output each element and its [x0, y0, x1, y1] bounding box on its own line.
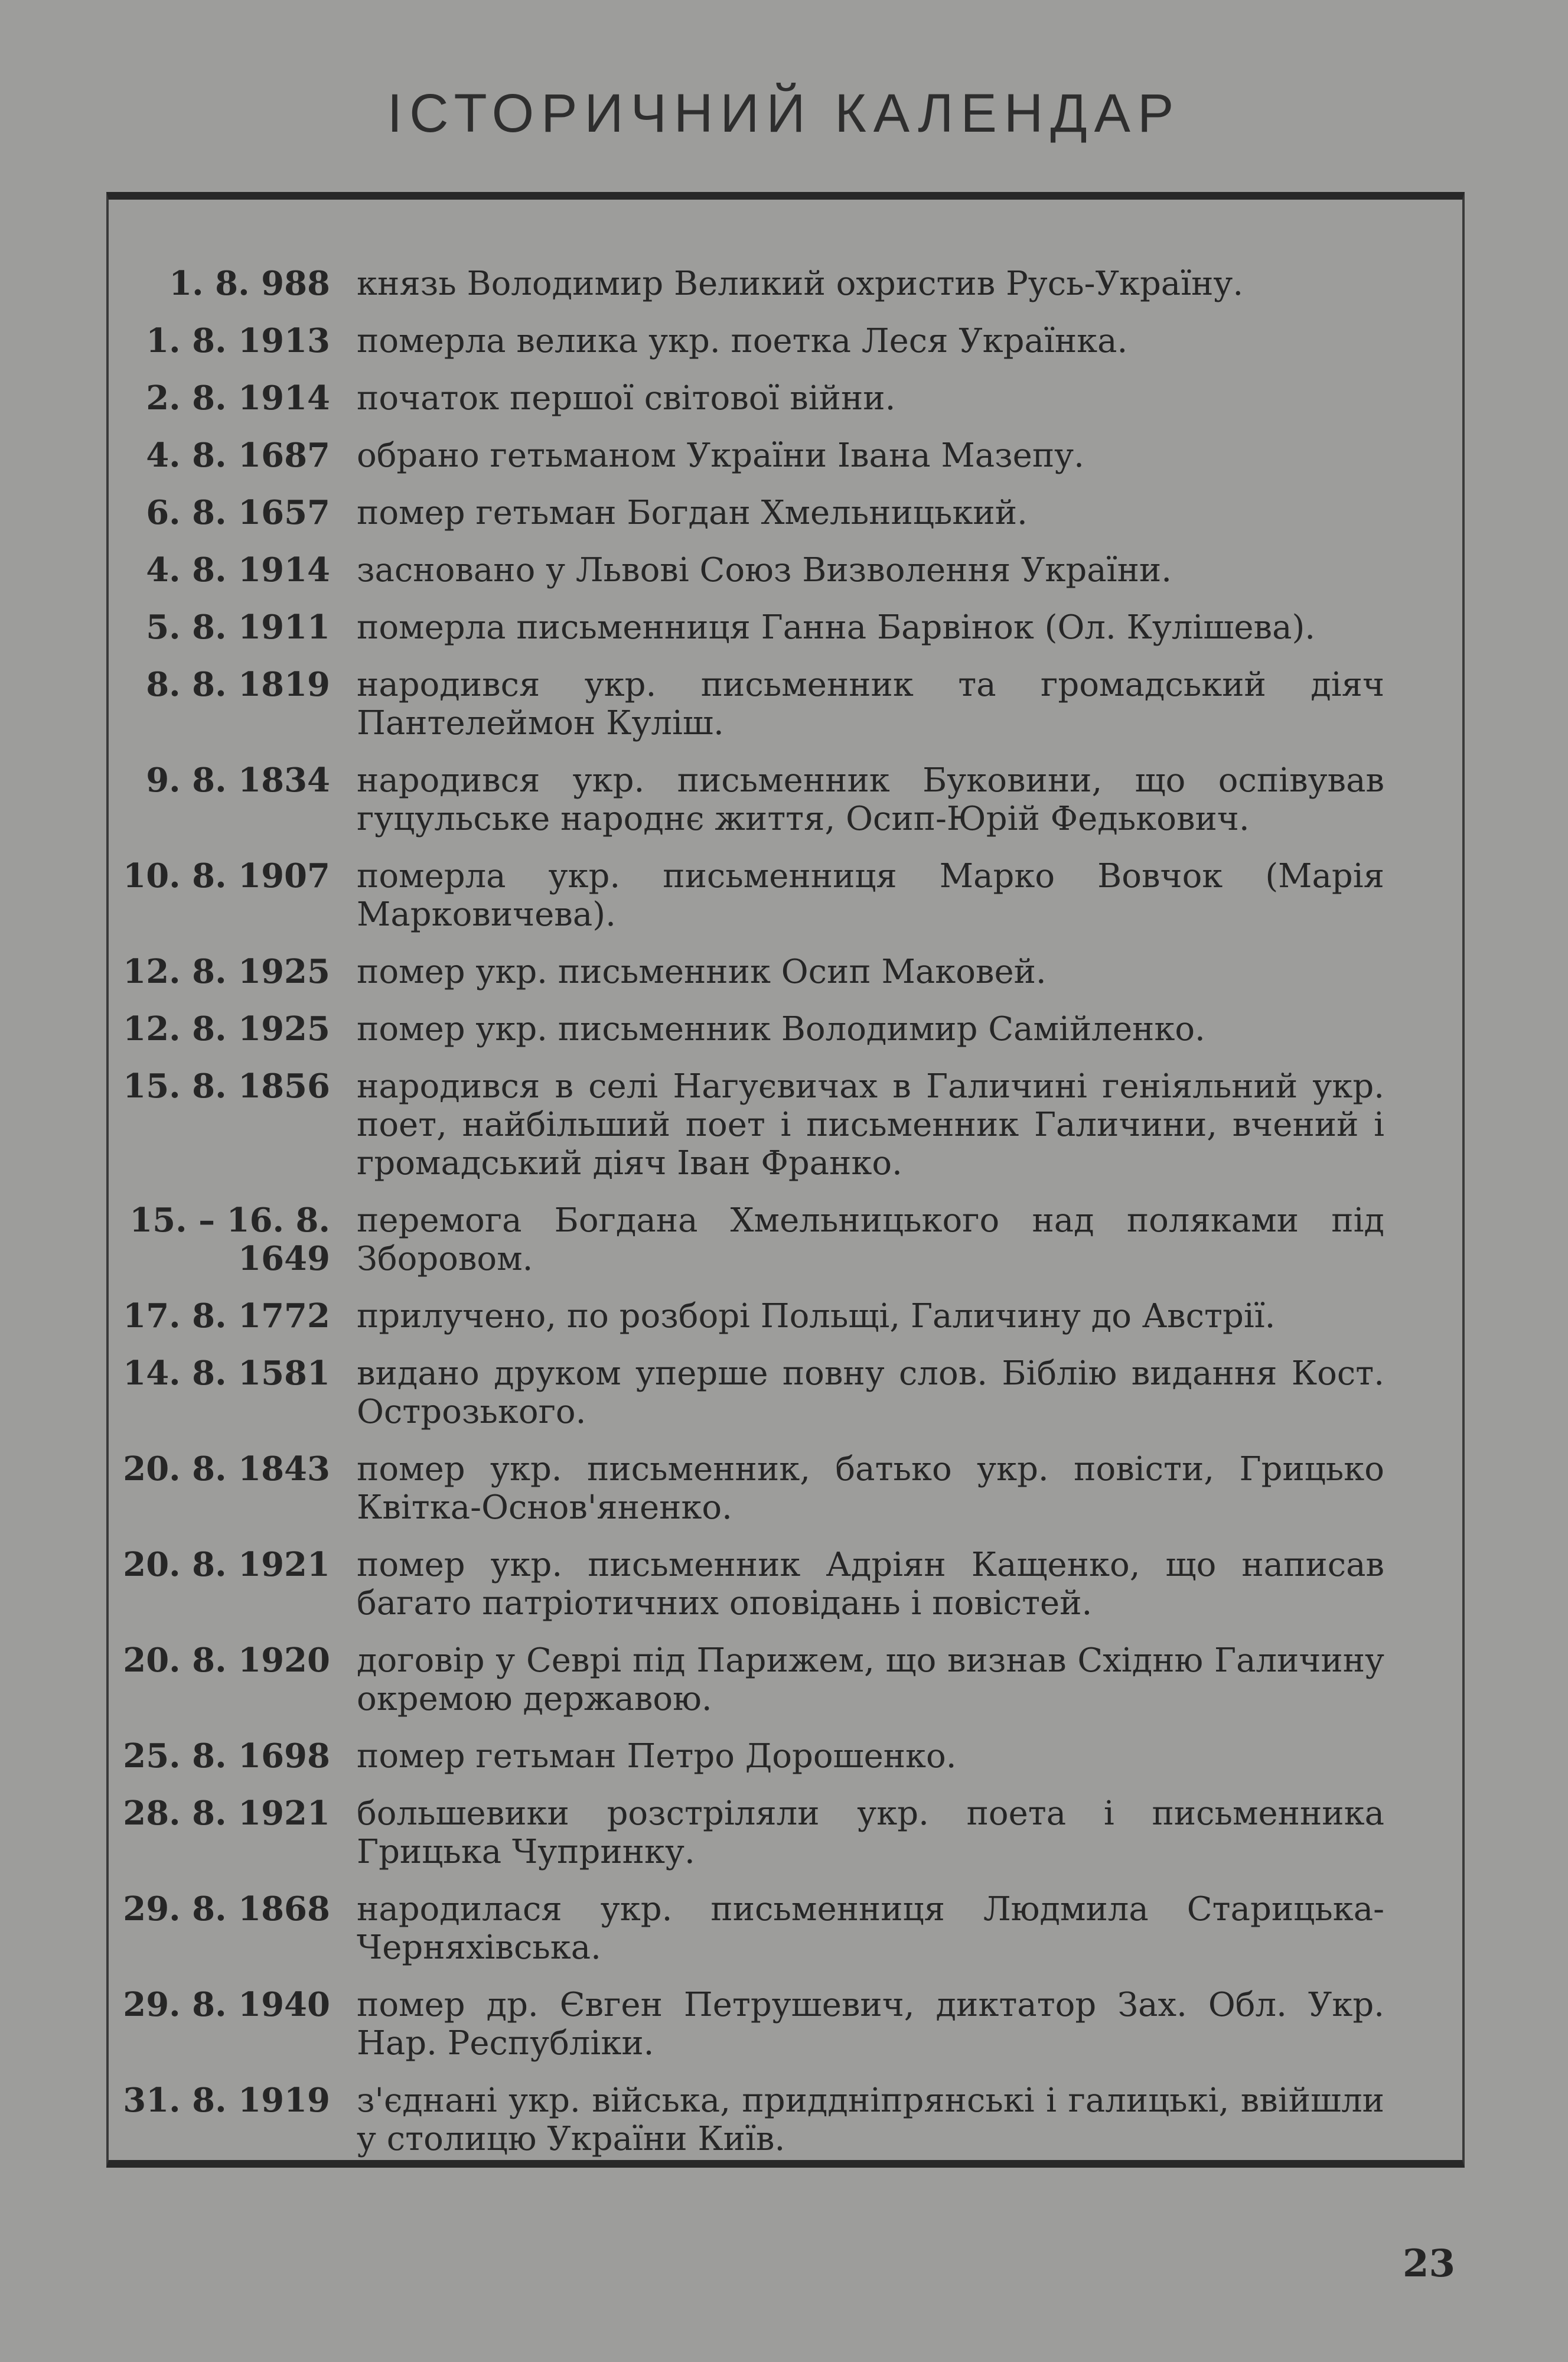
entry-date: 29. 8. 1868	[123, 1889, 330, 1928]
calendar-entries	[109, 265, 1462, 2177]
entry-text: князь Володимир Великий охристив Русь-Україну.	[357, 265, 1244, 303]
calendar-entry	[109, 494, 1462, 532]
entry-text: видано друком уперше повну слов. Біблію видання Кост. Острозького.	[357, 1354, 1384, 1431]
entry-text: померла письменниця Ганна Барвінок (Ол. Кулішева).	[357, 608, 1316, 647]
entry-date: 5. 8. 1911	[146, 608, 330, 647]
entry-date: 8. 8. 1819	[146, 665, 330, 704]
entry-text: перемога Богдана Хмельницького над поляками під Зборовом.	[357, 1201, 1384, 1278]
calendar-entry	[109, 1737, 1462, 1775]
calendar-entry	[109, 1067, 1462, 1182]
calendar-entry	[109, 1354, 1462, 1431]
calendar-entry	[109, 857, 1462, 934]
calendar-entry	[109, 1450, 1462, 1527]
calendar-entry	[109, 1890, 1462, 1967]
entry-text: помер гетьман Петро Дорошенко.	[357, 1737, 957, 1775]
entry-text: помер укр. письменник, батько укр. повісти, Грицько Квітка-Основ'яненко.	[357, 1450, 1384, 1527]
page-number: 23	[1403, 2242, 1456, 2286]
entry-date: 28. 8. 1921	[123, 1794, 330, 1833]
entry-date: 10. 8. 1907	[123, 856, 330, 895]
entry-text: помер др. Євген Петрушевич, диктатор Зах. Обл. Укр. Нар. Республіки.	[357, 1986, 1384, 2063]
entry-date: 6. 8. 1657	[146, 493, 330, 532]
entry-date: 15. – 16. 8. 1649	[129, 1201, 330, 1278]
entry-date: 1. 8. 988	[169, 264, 330, 303]
entry-text: помер укр. письменник Адріян Кащенко, що написав багато патріотичних оповідань і повістей.	[357, 1546, 1384, 1623]
calendar-entry	[109, 1297, 1462, 1335]
page-title: ІСТОРИЧНИЙ КАЛЕНДАР	[387, 83, 1181, 144]
entry-text: большевики розстріляли укр. поета і письменника Грицька Чупринку.	[357, 1794, 1384, 1871]
entry-text: померла велика укр. поетка Леся Українка.	[357, 322, 1128, 360]
entry-date: 12. 8. 1925	[123, 1009, 330, 1048]
entry-date: 25. 8. 1698	[123, 1737, 330, 1775]
entry-date: 12. 8. 1925	[123, 952, 330, 991]
calendar-entry	[109, 436, 1462, 475]
calendar-entry	[109, 608, 1462, 647]
calendar-entry	[109, 2081, 1462, 2158]
calendar-entry	[109, 322, 1462, 360]
calendar-entry	[109, 1641, 1462, 1718]
calendar-entry	[109, 761, 1462, 838]
entry-date: 1. 8. 1913	[146, 321, 330, 360]
calendar-entry	[109, 1986, 1462, 2063]
entry-text: помер укр. письменник Осип Маковей.	[357, 953, 1047, 991]
calendar-entry	[109, 1201, 1462, 1278]
calendar-entry	[109, 666, 1462, 742]
entry-text: з'єднані укр. війська, приддніпрянські і галицькі, ввійшли у столицю України Київ.	[357, 2081, 1384, 2158]
entry-date: 17. 8. 1772	[123, 1296, 330, 1335]
entry-date: 2. 8. 1914	[146, 379, 330, 418]
entry-text: засновано у Львові Союз Визволення України.	[357, 551, 1172, 589]
entry-text: помер гетьман Богдан Хмельницький.	[357, 494, 1028, 532]
entry-text: народився укр. письменник та громадський діяч Пантелеймон Куліш.	[357, 666, 1384, 742]
calendar-entry	[109, 1010, 1462, 1048]
calendar-entry	[109, 1546, 1462, 1623]
entry-date: 4. 8. 1687	[146, 436, 330, 475]
calendar-entry	[109, 953, 1462, 991]
calendar-entry	[109, 551, 1462, 589]
entry-date: 4. 8. 1914	[146, 550, 330, 589]
entry-date: 9. 8. 1834	[146, 761, 330, 800]
calendar-entry	[109, 265, 1462, 303]
entry-date: 20. 8. 1843	[123, 1449, 330, 1488]
calendar-frame	[106, 192, 1465, 2168]
entry-date: 31. 8. 1919	[123, 2081, 330, 2120]
entry-text: початок першої світової війни.	[357, 379, 896, 418]
calendar-entry	[109, 379, 1462, 418]
entry-text: договір у Севрі під Парижем, що визнав Східню Галичину окремою державою.	[357, 1641, 1384, 1718]
entry-text: народилася укр. письменниця Людмила Старицька-Черняхівська.	[357, 1890, 1384, 1967]
entry-date: 20. 8. 1921	[123, 1545, 330, 1584]
entry-date: 20. 8. 1920	[123, 1641, 330, 1680]
entry-text: народився укр. письменник Буковини, що оспівував гуцульське народнє життя, Осип-Юрій Федькович.	[357, 761, 1384, 838]
entry-date: 15. 8. 1856	[123, 1067, 330, 1106]
entry-date: 29. 8. 1940	[123, 1985, 330, 2024]
entry-text: народився в селі Нагуєвичах в Галичині геніяльний укр. поет, найбільший поет і письменник Галичини, вчений і громадський діяч Іван Франко.	[357, 1067, 1384, 1182]
entry-text: помер укр. письменник Володимир Самійленко.	[357, 1010, 1205, 1048]
entry-text: обрано гетьманом України Івана Мазепу.	[357, 436, 1084, 475]
calendar-entry	[109, 1794, 1462, 1871]
entry-date: 14. 8. 1581	[123, 1354, 330, 1393]
entry-text: прилучено, по розборі Польщі, Галичину до Австрії.	[357, 1297, 1276, 1335]
entry-text: померла укр. письменниця Марко Вовчок (Марія Марковичева).	[357, 857, 1384, 934]
